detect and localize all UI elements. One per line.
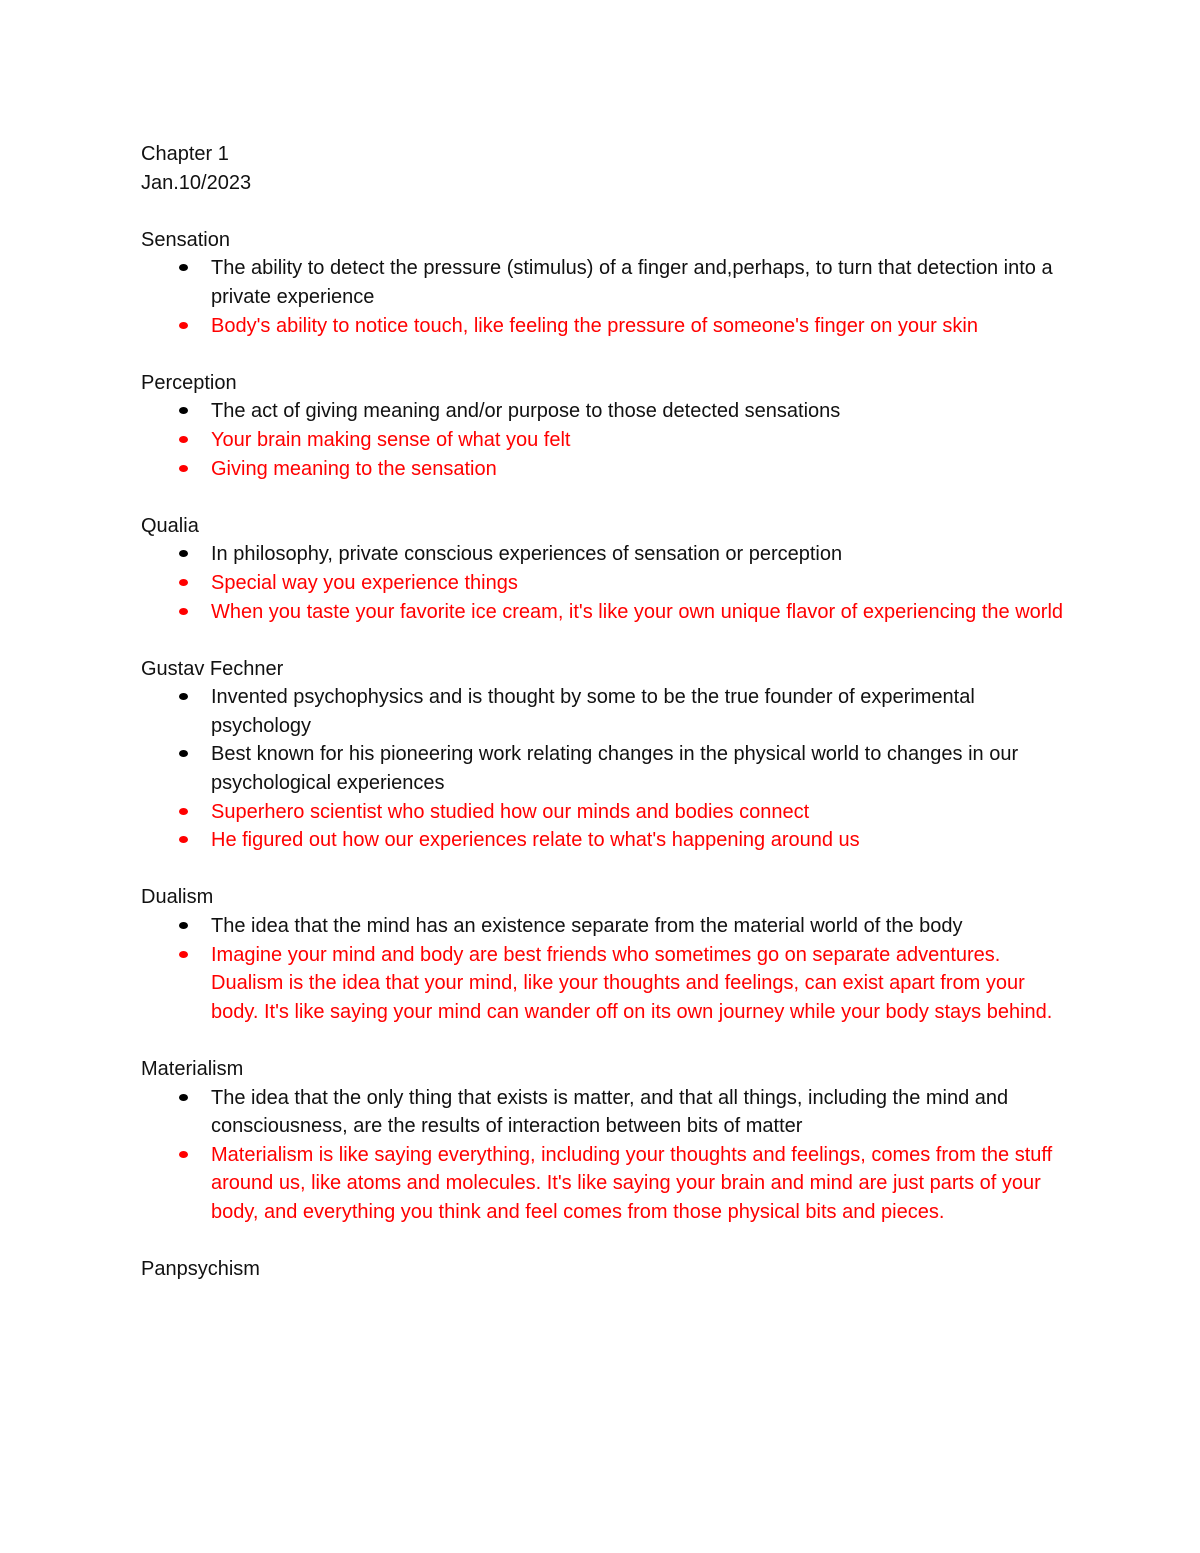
document-page (141, 140, 1071, 1284)
bullet-dot-icon (179, 436, 188, 443)
section-heading: Panpsychism (141, 1258, 260, 1281)
bullet-list (141, 912, 1071, 1026)
notes-sections (141, 226, 1071, 1284)
item-text: Body's ability to notice touch, like feeling the pressure of someone's finger on your skin (211, 314, 978, 337)
bullet-dot-icon (179, 579, 188, 586)
section-materialism (141, 1055, 1071, 1227)
bullet-list (141, 254, 1071, 340)
item-text: Giving meaning to the sensation (211, 457, 497, 480)
annotation-item (141, 598, 1071, 627)
annotation-item (141, 426, 1071, 455)
definition-item (141, 540, 1071, 569)
item-text: The act of giving meaning and/or purpose to those detected sensations (211, 400, 841, 423)
bullet-dot-icon (179, 264, 188, 271)
definition-item (141, 397, 1071, 426)
bullet-dot-icon (179, 808, 188, 815)
definition-item (141, 1084, 1071, 1141)
bullet-dot-icon (179, 836, 188, 843)
item-text: Imagine your mind and body are best friends who sometimes go on separate adventures. Dualism is the idea that your mind, like your thoughts and feelings, can exist apart from your body. It's like saying your mind can wander off on its own journey while your body stays behind. (211, 943, 1053, 1023)
bullet-dot-icon (179, 951, 188, 958)
item-text: Your brain making sense of what you felt (211, 428, 571, 451)
bullet-dot-icon (179, 407, 188, 414)
bullet-dot-icon (179, 608, 188, 615)
section-perception (141, 369, 1071, 483)
annotation-item (141, 798, 1071, 827)
item-text: Best known for his pioneering work relating changes in the physical world to changes in our psychological experiences (211, 743, 1019, 795)
annotation-item (141, 941, 1071, 1027)
document-date: Jan.10/2023 (141, 171, 252, 194)
chapter-title: Chapter 1 (141, 143, 229, 165)
bullet-list (141, 1084, 1071, 1227)
bullet-dot-icon (179, 750, 188, 757)
annotation-item (141, 569, 1071, 598)
item-text: The idea that the only thing that exists is matter, and that all things, including the mind and consciousness, are the results of interaction between bits of matter (211, 1086, 1009, 1138)
section-heading: Gustav Fechner (141, 657, 284, 680)
definition-item (141, 740, 1071, 797)
item-text: Materialism is like saying everything, including your thoughts and feelings, comes from the stuff around us, like atoms and molecules. It's like saying your brain and mind are just parts of your body, and everything you think and feel comes from those physical bits and pieces. (211, 1143, 1053, 1223)
item-text: The ability to detect the pressure (stimulus) of a finger and,perhaps, to turn that detection into a private experience (211, 257, 1053, 308)
annotation-item (141, 826, 1071, 855)
item-text: The idea that the mind has an existence separate from the material world of the body (211, 915, 963, 938)
section-sensation (141, 226, 1071, 340)
section-qualia (141, 512, 1071, 626)
bullet-dot-icon (179, 465, 188, 472)
annotation-item (141, 312, 1071, 341)
definition-item (141, 683, 1071, 740)
bullet-dot-icon (179, 1151, 188, 1158)
item-text: In philosophy, private conscious experiences of sensation or perception (211, 543, 843, 566)
definition-item (141, 912, 1071, 941)
bullet-list (141, 397, 1071, 483)
bullet-dot-icon (179, 322, 188, 329)
annotation-item (141, 1141, 1071, 1227)
bullet-dot-icon (179, 922, 188, 929)
annotation-item (141, 455, 1071, 484)
section-heading: Dualism (141, 886, 214, 909)
item-text: Special way you experience things (211, 571, 518, 594)
item-text: He figured out how our experiences relate to what's happening around us (211, 829, 860, 852)
item-text: When you taste your favorite ice cream, it's like your own unique flavor of experiencing the world (211, 600, 1064, 623)
bullet-dot-icon (179, 693, 188, 700)
bullet-list (141, 540, 1071, 626)
definition-item (141, 254, 1071, 311)
section-heading: Qualia (141, 514, 199, 537)
section-dualism (141, 883, 1071, 1026)
bullet-dot-icon (179, 550, 188, 557)
bullet-list (141, 683, 1071, 855)
item-text: Invented psychophysics and is thought by some to be the true founder of experimental psychology (211, 686, 975, 737)
item-text: Superhero scientist who studied how our minds and bodies connect (211, 800, 810, 823)
bullet-dot-icon (179, 1094, 188, 1101)
section-heading: Materialism (141, 1058, 244, 1080)
section-heading: Perception (141, 371, 237, 394)
section-gustav-fechner (141, 655, 1071, 855)
section-heading: Sensation (141, 228, 230, 251)
section-panpsychism (141, 1255, 1071, 1284)
